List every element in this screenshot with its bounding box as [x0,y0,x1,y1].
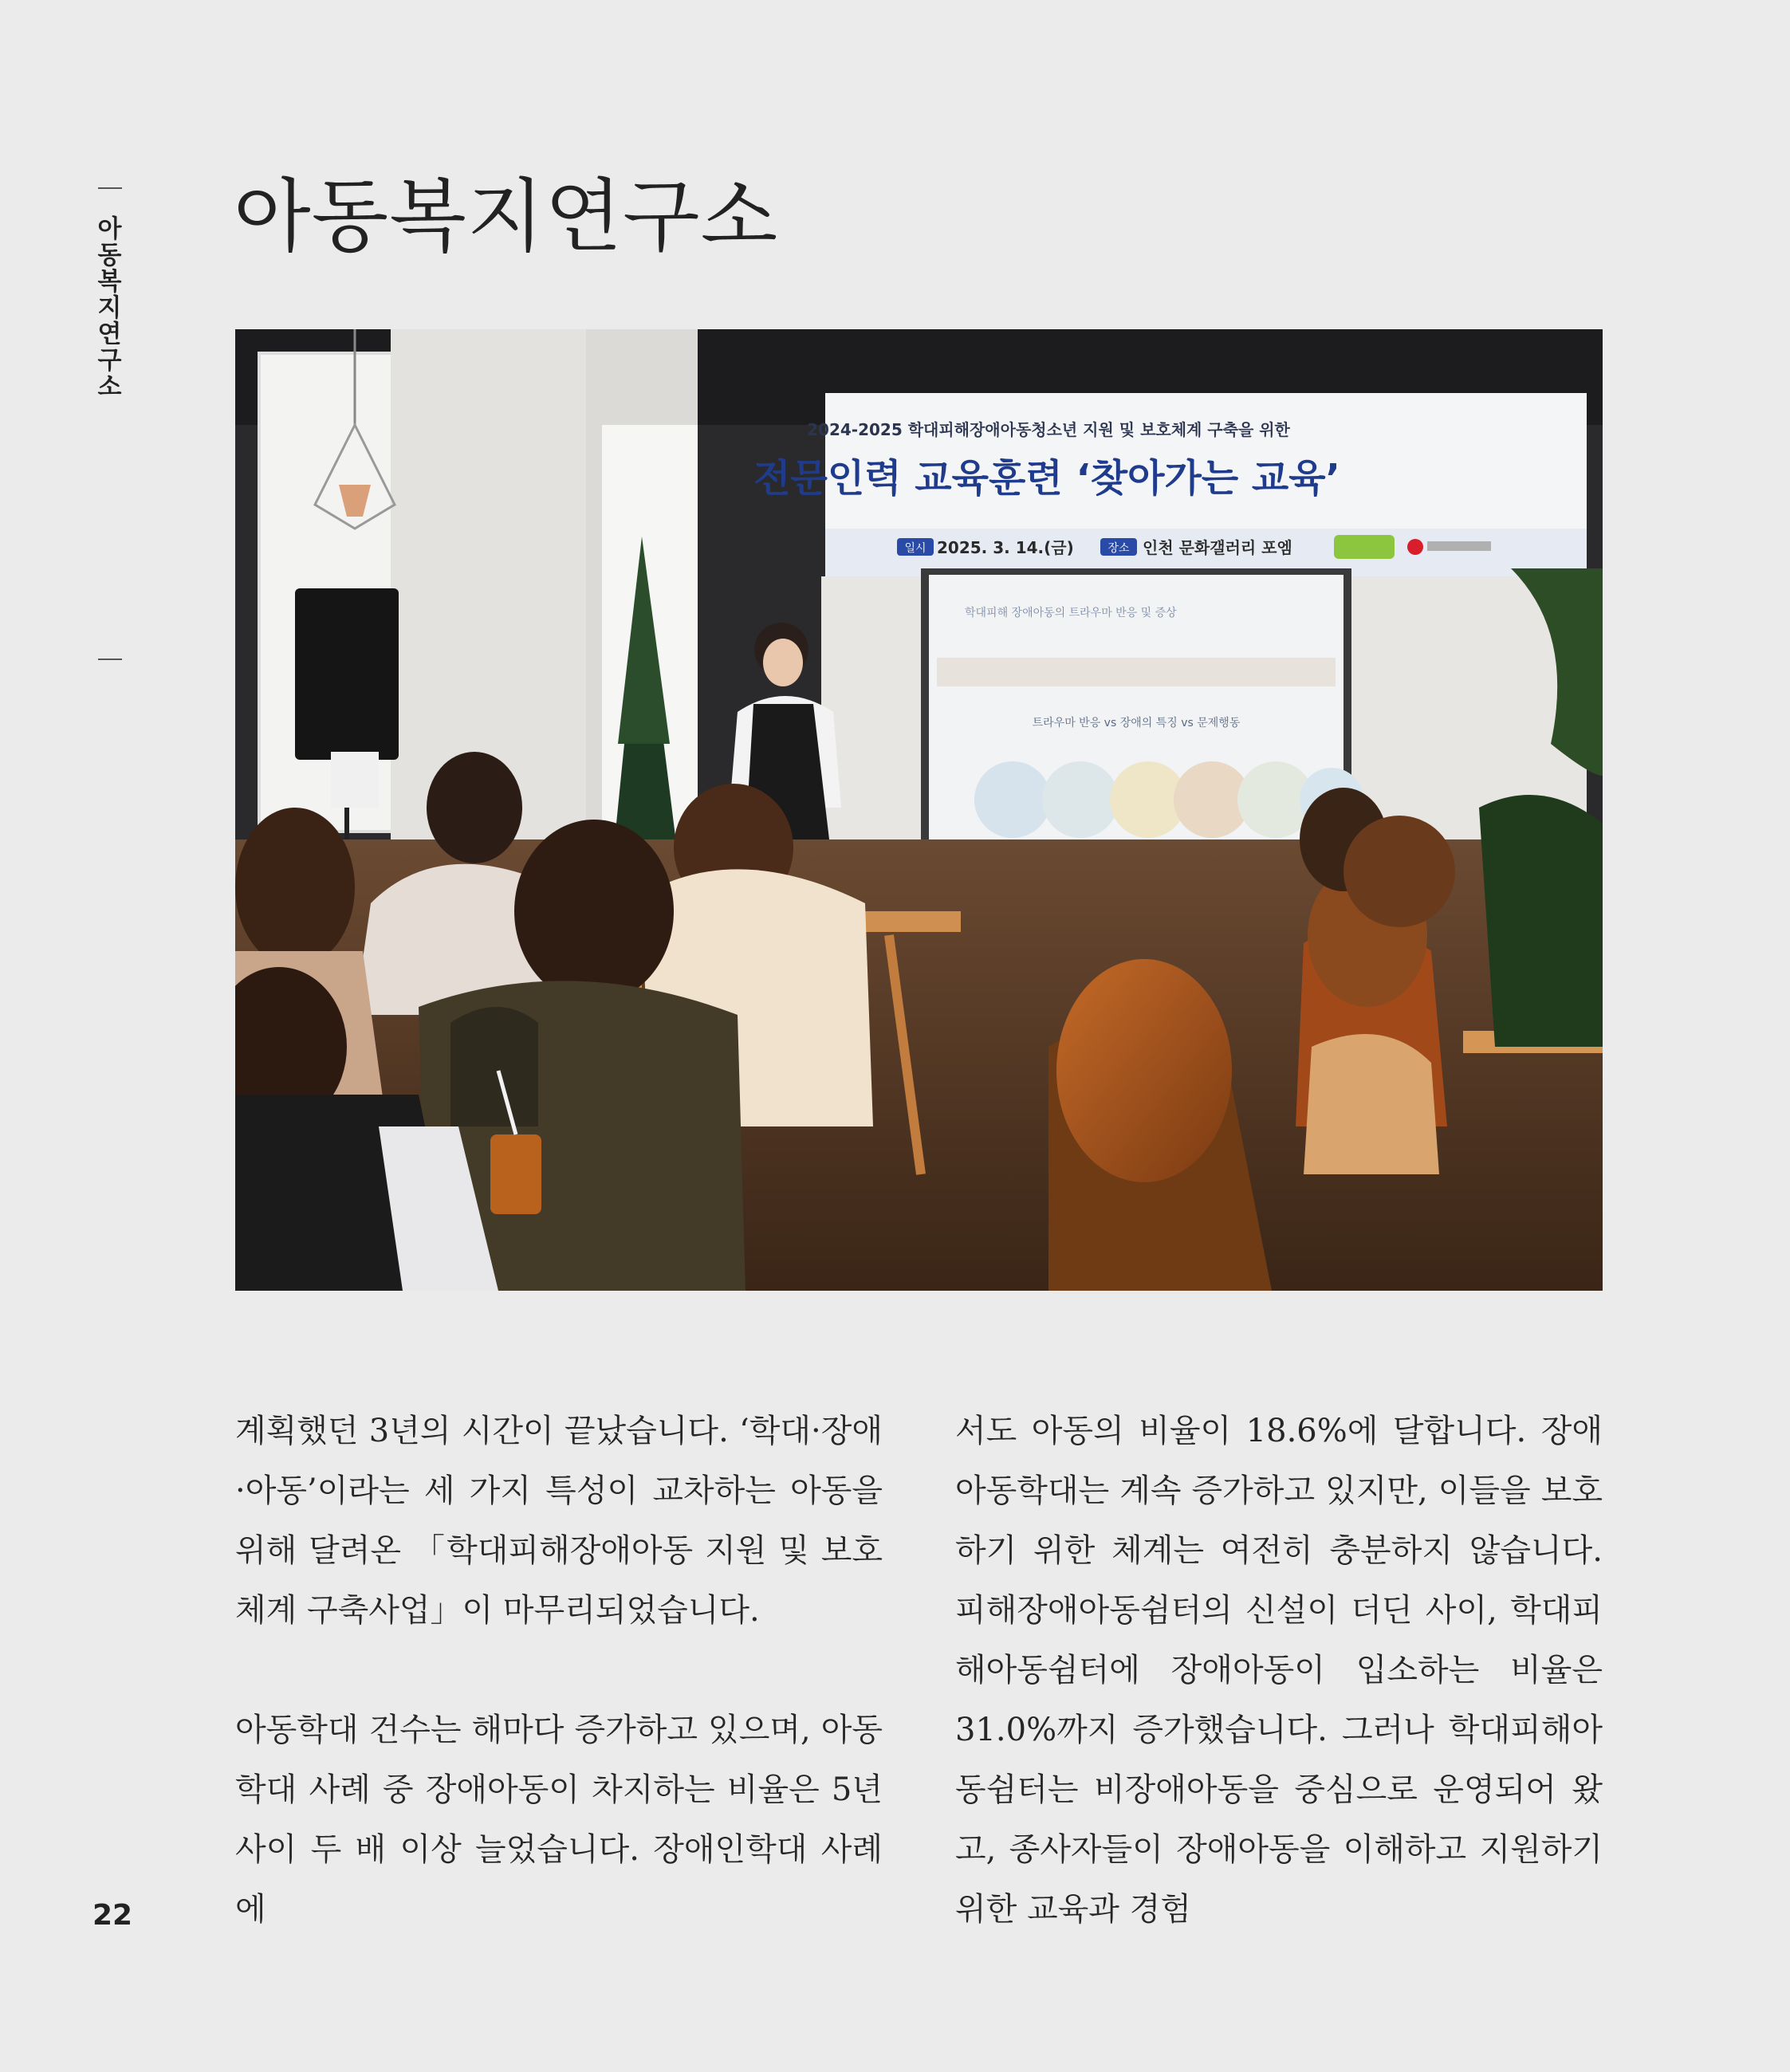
side-rule-top [98,187,122,189]
body-column-left [235,1402,883,1940]
page-title: 아동복지연구소 [234,170,779,263]
page-number: 22 [92,1899,133,1932]
paragraph-2: 아동학대 건수는 해마다 증가하고 있으며, 아동학대 사례 중 장애아동이 차지하는 비율은 5년 사이 두 배 이상 늘었습니다. 장애인학대 사례에 [235,1712,883,1928]
event-photo [235,329,1603,1291]
banner-main-text: 전문인력 교육훈련 ‘찾아가는 교육’ [753,456,1340,501]
side-rule-bottom [98,659,122,660]
event-place: 인천 문화갤러리 포엠 [1143,538,1292,557]
banner-top-text: 2024-2025 학대피해장애아동청소년 지원 및 보호체계 구축을 위한 [807,420,1290,439]
body-column-right [955,1402,1603,1940]
paragraph-3: 서도 아동의 비율이 18.6%에 달합니다. 장애아동학대는 계속 증가하고 있지만, 이들을 보호하기 위한 체계는 여전히 충분하지 않습니다. 피해장애아동쉼터의 신설이 더딘 사이, 학대피해아동쉼터에 장애아동이 입소하는 비율은 31.0%까지 증가했습니다. 그러나 학대피해아동쉼터는 비장애아동을 중심으로 운영되어 왔고, 종사자들이 장애아동을 이해하고 지원하기 위한 교육과 경험 [955,1413,1603,1928]
date-tag: 일시 [904,542,926,555]
side-section-label: 아동복지연구소 [92,215,121,399]
event-date: 2025. 3. 14.(금) [937,538,1074,557]
paragraph-1: 계획했던 3년의 시간이 끝났습니다. ‘학대·장애·아동’이라는 세 가지 특성이 교차하는 아동을 위해 달려온 「학대피해장애아동 지원 및 보호체계 구축사업」이 마무리되었습니다. [235,1413,883,1629]
place-tag: 장소 [1107,542,1130,555]
slide-title: 학대피해 장애아동의 트라우마 반응 및 증상 [965,607,1177,619]
slide-subtitle: 트라우마 반응 vs 장애의 특징 vs 문제행동 [1032,717,1241,729]
